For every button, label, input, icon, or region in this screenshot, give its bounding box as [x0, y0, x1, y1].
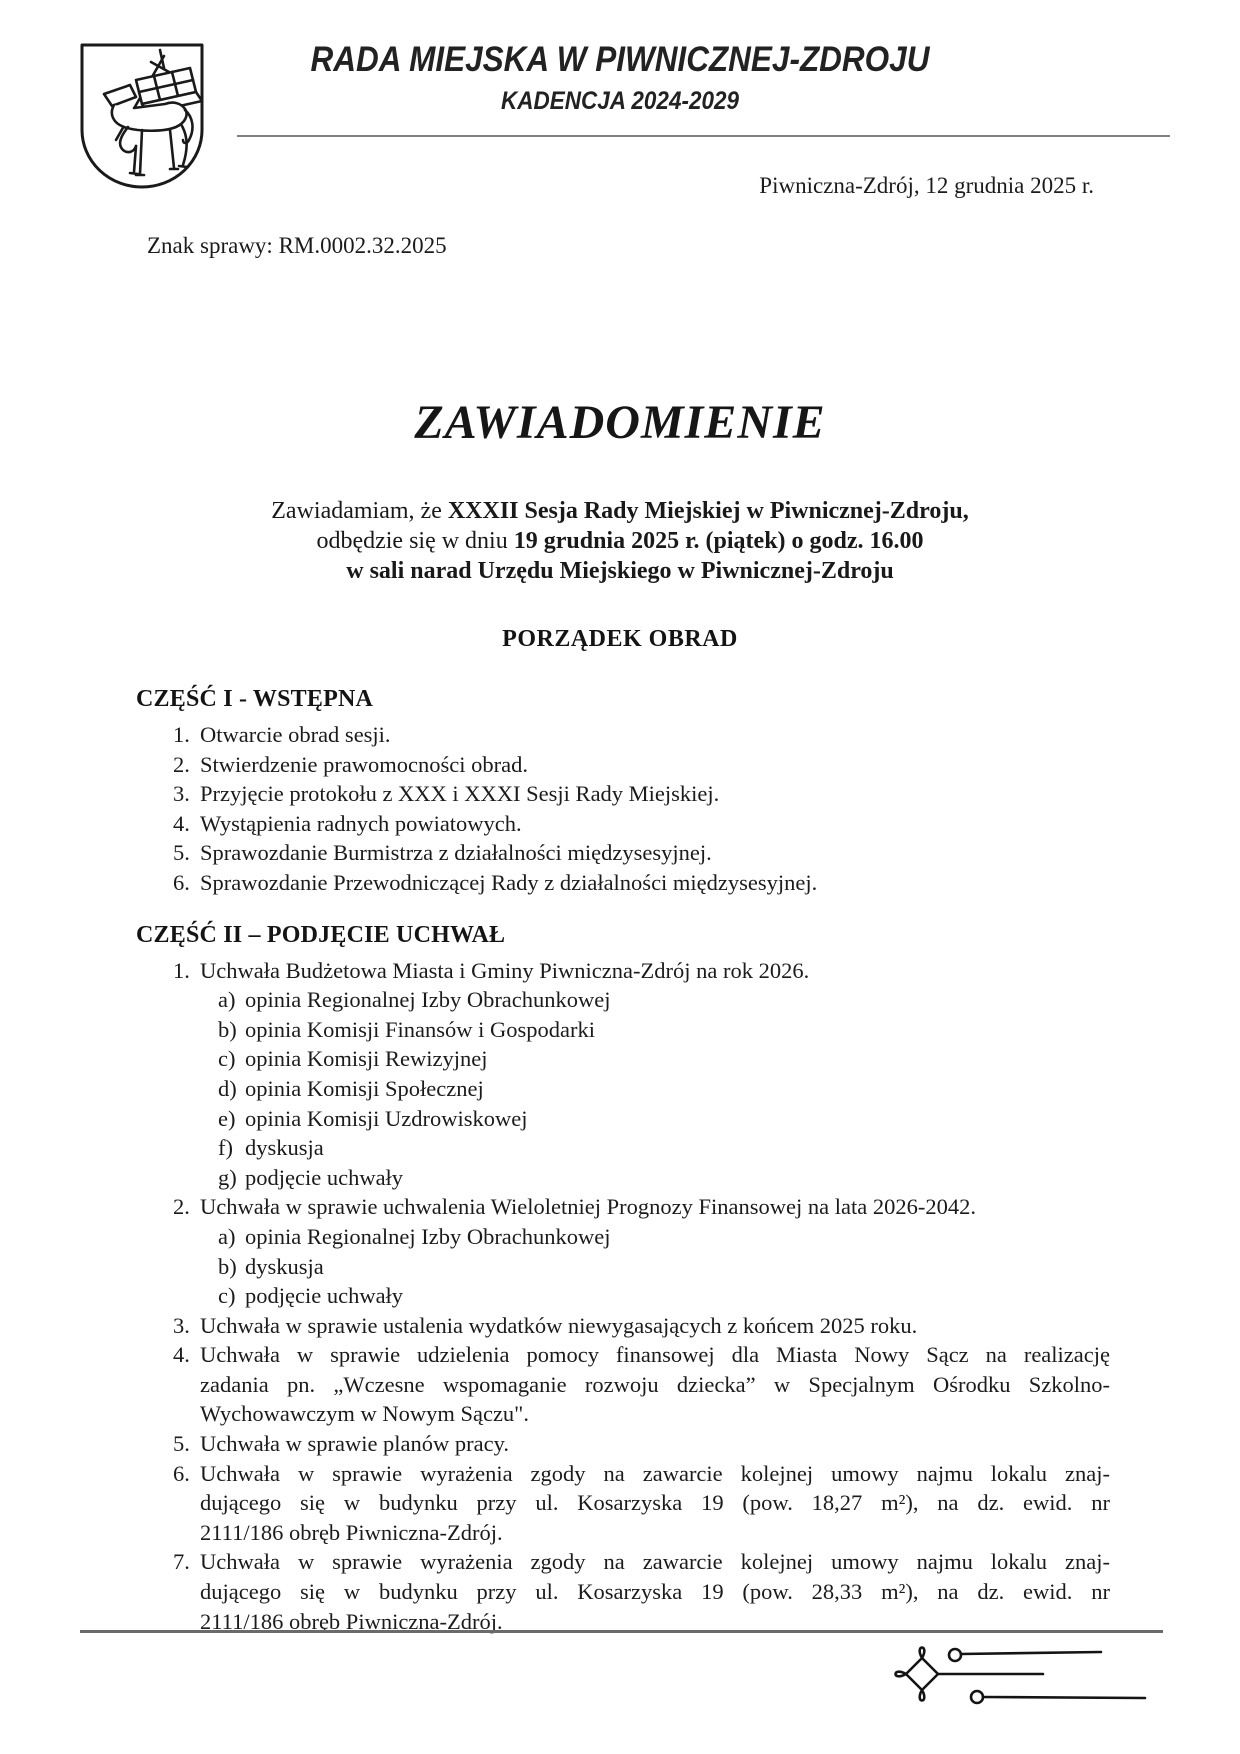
item-text-line: Uchwała w sprawie udzielenia pomocy finansowej dla Miasta Nowy Sącz na realizację: [200, 1342, 1110, 1368]
item-text: dyskusja: [245, 1135, 324, 1161]
item-text: Sprawozdanie Burmistrza z działalności międzysesyjnej.: [200, 840, 712, 866]
item-text: Uchwała w sprawie planów pracy.: [200, 1431, 510, 1457]
item-text: Uchwała Budżetowa Miasta i Gminy Piwniczna-Zdrój na rok 2026.: [200, 957, 810, 983]
list-item: [135, 956, 1110, 1193]
item-number: 3.: [173, 1312, 190, 1338]
item-number: 5.: [173, 840, 190, 866]
document-title: ZAWIADOMIENIE: [414, 396, 826, 449]
item-text-line: Uchwała w sprawie wyrażenia zgody na zawarcie kolejnej umowy najmu lokalu znaj-: [200, 1460, 1110, 1486]
part1-heading: CZĘŚĆ I - WSTĘPNA: [136, 686, 374, 712]
item-text-line: dującego się w budynku przy ul. Kosarzyska 19 (pow. 28,33 m²), na dz. ewid. nr: [200, 1579, 1110, 1605]
item-number: 3.: [173, 781, 190, 807]
item-text: Sprawozdanie Przewodniczącej Rady z działalności międzysesyjnej.: [200, 869, 818, 895]
header-divider: [237, 135, 1170, 137]
item-letter: c): [218, 1046, 236, 1072]
footer-divider: [80, 1630, 1163, 1633]
item-text: opinia Komisji Rewizyjnej: [245, 1046, 488, 1072]
item-text-line: dującego się w budynku przy ul. Kosarzyska 19 (pow. 18,27 m²), na dz. ewid. nr: [200, 1490, 1110, 1516]
list-item: [135, 809, 1110, 839]
sub-list-item: [200, 1281, 1110, 1311]
sub-list-item: [200, 1104, 1110, 1134]
list-item: [135, 779, 1110, 809]
intro-line-3-bold: w sali narad Urzędu Miejskiego w Piwnicznej-Zdroju: [346, 558, 894, 584]
calligraphic-flourish-icon: [893, 1641, 1163, 1713]
list-item: [135, 838, 1110, 868]
item-text: Wystąpienia radnych powiatowych.: [200, 810, 522, 836]
intro-line-2-bold: 19 grudnia 2025 r. (piątek) o godz. 16.00: [513, 528, 924, 554]
intro-line-2: [0, 526, 1240, 556]
sub-list-item: [200, 1015, 1110, 1045]
item-number: 5.: [173, 1431, 190, 1457]
item-text-line: zadania pn. „Wczesne wspomaganie rozwoju dziecka” w Specjalnym Ośrodku Szkolno-: [200, 1371, 1110, 1397]
sub-list: [200, 985, 1110, 1192]
item-letter: b): [218, 1253, 237, 1279]
item-text: Uchwała w sprawie ustalenia wydatków niewygasających z końcem 2025 roku.: [200, 1312, 918, 1338]
item-number: 6.: [173, 1460, 190, 1486]
item-text: dyskusja: [245, 1253, 324, 1279]
item-letter: c): [218, 1283, 236, 1309]
item-number: 1.: [173, 957, 190, 983]
item-text: Otwarcie obrad sesji.: [200, 722, 391, 747]
item-letter: f): [218, 1135, 233, 1161]
sub-list-item: [200, 1074, 1110, 1104]
item-text-line: Wychowawczym w Nowym Sączu".: [200, 1401, 529, 1427]
list-item: [135, 1340, 1110, 1429]
place-and-date: Piwniczna-Zdrój, 12 grudnia 2025 r.: [759, 173, 1094, 198]
list-item: [135, 1459, 1110, 1548]
item-text: opinia Komisji Finansów i Gospodarki: [245, 1016, 595, 1042]
sub-list-item: [200, 1163, 1110, 1193]
item-text-line: Uchwała w sprawie wyrażenia zgody na zawarcie kolejnej umowy najmu lokalu znaj-: [200, 1549, 1110, 1575]
item-letter: a): [218, 987, 236, 1013]
sub-list-item: [200, 985, 1110, 1015]
item-number: 7.: [173, 1549, 190, 1575]
item-text-line: 2111/186 obręb Piwniczna-Zdrój.: [200, 1608, 503, 1634]
intro-line-3: [0, 556, 1240, 586]
item-letter: a): [218, 1223, 236, 1249]
sub-list-item: [200, 1133, 1110, 1163]
part2-heading: CZĘŚĆ II – PODJĘCIE UCHWAŁ: [136, 921, 506, 948]
sub-list-item: [200, 1222, 1110, 1252]
intro-line-1-bold: XXXII Sesja Rady Miejskiej w Piwnicznej-Zdroju,: [447, 498, 969, 524]
sub-list-item: [200, 1252, 1110, 1282]
intro-line-1-normal: Zawiadamiam, że: [271, 498, 448, 524]
item-text: opinia Komisji Uzdrowiskowej: [245, 1105, 528, 1131]
item-text: opinia Komisji Społecznej: [245, 1075, 484, 1101]
item-letter: b): [218, 1016, 237, 1042]
item-number: 6.: [173, 869, 190, 895]
list-item: [135, 868, 1110, 898]
list-item: [135, 750, 1110, 780]
item-text-line: 2111/186 obręb Piwniczna-Zdrój.: [200, 1519, 503, 1545]
item-text: Przyjęcie protokołu z XXX i XXXI Sesji Rady Miejskiej.: [200, 781, 720, 807]
item-text: podjęcie uchwały: [245, 1164, 404, 1190]
letterhead: [0, 0, 1240, 116]
item-text: Stwierdzenie prawomocności obrad.: [200, 751, 529, 777]
list-item: [135, 1192, 1110, 1310]
item-text: opinia Regionalnej Izby Obrachunkowej: [245, 987, 611, 1013]
item-number: 2.: [173, 1194, 190, 1220]
case-number: Znak sprawy: RM.0002.32.2025: [147, 233, 447, 258]
item-number: 1.: [173, 722, 190, 747]
intro-line-2-normal: odbędzie się w dniu: [316, 528, 514, 554]
item-text: opinia Regionalnej Izby Obrachunkowej: [245, 1223, 611, 1249]
list-item: [135, 1311, 1110, 1341]
list-item: [135, 720, 1110, 750]
item-letter: e): [218, 1105, 236, 1131]
council-term: KADENCJA 2024-2029: [500, 87, 740, 115]
item-letter: d): [218, 1075, 237, 1101]
list-item: [135, 1547, 1110, 1636]
sub-list-item: [200, 1044, 1110, 1074]
intro-line-1: [0, 496, 1240, 526]
organization-name: RADA MIEJSKA W PIWNICZNEJ-ZDROJU: [310, 40, 930, 79]
item-number: 4.: [173, 1342, 190, 1368]
sub-list: [200, 1222, 1110, 1311]
item-letter: g): [218, 1164, 237, 1190]
item-number: 2.: [173, 751, 190, 777]
part2-list: [0, 956, 1240, 1637]
item-text: Uchwała w sprawie uchwalenia Wieloletniej Prognozy Finansowej na lata 2026-2042.: [200, 1194, 976, 1220]
agenda-heading: PORZĄDEK OBRAD: [502, 626, 738, 652]
item-number: 4.: [173, 810, 190, 836]
list-item: [135, 1429, 1110, 1459]
part1-list: [0, 720, 1240, 898]
item-text: podjęcie uchwały: [245, 1283, 404, 1309]
intro-paragraph: [0, 496, 1240, 586]
